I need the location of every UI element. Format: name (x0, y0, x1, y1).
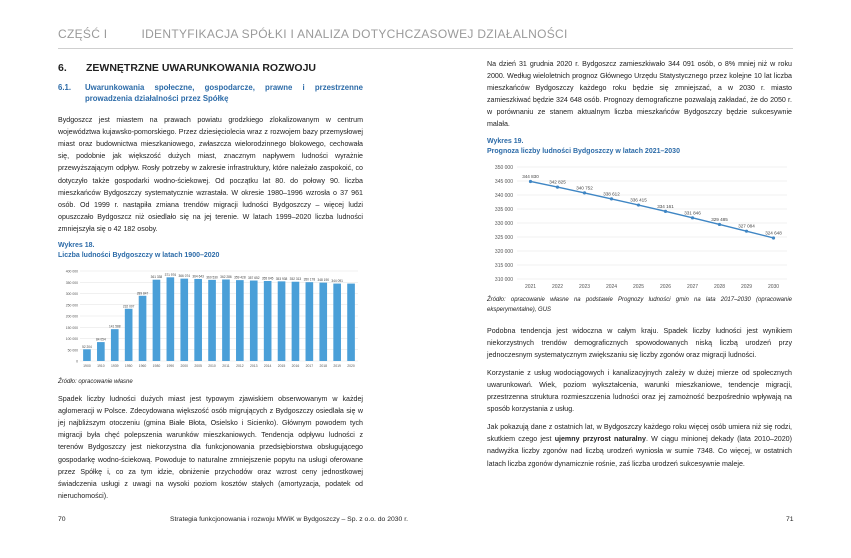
right-page (487, 58, 792, 476)
bar (139, 296, 147, 361)
data-label: 141 588 (108, 324, 121, 329)
y-tick-label: 315 000 (494, 262, 513, 269)
bar (125, 309, 133, 361)
bar (194, 279, 202, 361)
bar (83, 349, 91, 361)
figure-source: Źródło: opracowanie własne na podstawie Prognozy ludności gmin na lata 2017–2030 (opracowanie eksperymentalne), GUS (487, 296, 792, 313)
x-tick-label: 2026 (659, 283, 672, 290)
paragraph: Na dzień 31 grudnia 2020 r. Bydgoszcz zamieszkiwało 344 091 osób, o 8% mniej niż w roku 2000. Według wieloletnich prognoz Głównego Urzędu Statystycznego przez kolejne 10 lat liczba mieszkańców Bydgoszczy każdego roku będzie się zmniejszać, a w 2030 r. miasto zamieszkiwać będzie 324 648 osób. Prognozy demograficzne pozwalają zakładać, że do 2050 r. w porównaniu ze stanem aktualnym liczba mieszkańców Bydgoszczy będzie sukcesywnie malała. (487, 60, 792, 129)
line-chart (487, 161, 792, 291)
data-label: 357 652 (247, 276, 260, 281)
bar (292, 282, 300, 361)
data-label: 329 485 (711, 216, 728, 222)
data-point (529, 179, 532, 182)
data-label: 344 091 (331, 279, 343, 284)
data-label: 350 178 (303, 277, 316, 282)
data-label: 344 830 (522, 173, 539, 179)
y-tick-label: 325 000 (494, 234, 513, 241)
bar (347, 284, 355, 361)
x-tick-label: 2024 (605, 283, 618, 290)
data-point (583, 191, 586, 194)
x-tick-label: 1990 (166, 364, 175, 369)
x-tick-label: 2027 (686, 283, 699, 290)
bar (222, 280, 230, 362)
x-tick-label: 2022 (551, 283, 564, 290)
bar (278, 281, 286, 361)
x-tick-label: 2019 (333, 364, 341, 369)
y-tick-label: 250 000 (65, 303, 78, 308)
paragraph: Spadek liczby ludności dużych miast jest typowym zjawiskiem obserwowanym w każdej aglomeracji w Polsce. Zdecydowana większość osób migrujących z Bydgoszczy osiedlała się w jej najbliższym otoczeniu (gmina Białe Błota, Osielsko i Sicienko). Głównym powodem tych migracji była chęć polepszenia warunków mieszkaniowych. Tendencja odpływu ludności z terenów Bydgoszczy jest niekorzystna dla funkcjonowania przedsiębiorstwa obsługującego gospodarkę wodno-ściekową. Powoduje to naturalne zmniejszenie popytu na usługi oferowane przez Spółkę i, co za tym idzie, obniżenie przychodów oraz wzrost ceny jednostkowej świadczenia usługi z uwagi na wysoki poziom kosztów stałych (amortyzacja, podatek od nieruchomości). (58, 395, 363, 500)
y-tick-label: 150 000 (65, 325, 78, 330)
y-tick-label: 50 000 (67, 348, 78, 353)
bar (333, 284, 341, 361)
bar (153, 280, 161, 361)
page-number-right: 71 (786, 516, 794, 523)
x-tick-label: 1950 (124, 364, 133, 369)
x-tick-label: 2017 (305, 364, 314, 369)
x-tick-label: 2021 (524, 283, 537, 290)
y-tick-label: 335 000 (494, 206, 513, 213)
paragraph (487, 421, 792, 469)
paragraph: Bydgoszcz jest miastem na prawach powiatu grodzkiego zlokalizowanym w centrum województwa kujawsko-pomorskiego. Przez dziesięciolecia wraz z rozwojem bazy przemysłowej miast oraz budownictwa mieszkaniowego, zwłaszcza wielorodzinnego blokowego, cechowała się, podobnie jak większość dużych miast, znacznym napływem ludności wyrażnie przewyższającym odpływ. Rosły potrzeby w zakresie infrastruktury, które należało zaspokoić, co dotyczyło także gospodarki wodno-ściekowej. Od początku lat 80. do połowy 90. liczba mieszkańców Bydgoszczy systematycznie wzrastała. W okresie 1980–1996 wzrosła o 37 961 osób. Od 1999 r. nastąpiła zmiana trendów migracji ludności Bydgoszczy – więcej ludzi opuszczało Bydgoszcz niż osiedlało się na jej terenie. W latach 1999–2020 liczba ludności zmniejszyła się o 42 182 osoby. (58, 116, 363, 233)
figure-title: Liczba ludności Bydgoszczy w latach 1900–2020 (58, 252, 220, 260)
paragraph-text: . W ciągu minionej dekady (lata 2010–2020) nadwyżka liczby zgonów nad liczbą urodzeń wyniosła w sumie 7348. Co więcej, w ostatnich latach liczba zgonów dynamicznie rośnie, zaś liczba urodzeń sukcesywnie maleje. (487, 435, 792, 468)
y-tick-label: 400 000 (65, 269, 78, 274)
header-divider (58, 48, 793, 49)
paragraph-bold: ujemny przyrost naturalny (554, 435, 646, 444)
x-tick-label: 2016 (291, 364, 300, 369)
y-tick-label: 330 000 (494, 220, 513, 227)
data-point (556, 185, 559, 188)
section-title: ZEWNĘTRZNE UWARUNKOWANIA ROZWOJU (86, 62, 317, 74)
subsection-title: Uwarunkowania społeczne, gospodarcze, prawne i przestrzenne prowadzenia działalności przez Spółkę (85, 83, 363, 104)
data-label: 352 313 (289, 277, 302, 282)
figure-title: Prognoza liczby ludności Bydgoszczy w latach 2021–2030 (487, 147, 680, 155)
x-tick-label: 2025 (632, 283, 645, 290)
header-part: CZĘŚĆ I (58, 27, 108, 41)
data-label: 342 825 (549, 179, 566, 185)
y-tick-label: 300 000 (65, 292, 78, 297)
bar (319, 283, 327, 361)
figure-number: Wykres 18. (58, 242, 95, 250)
footer-title: Strategia funkcjonowania i rozwoju MWiK w Bydgoszczy – Sp. z o.o. do 2030 r. (170, 516, 409, 523)
data-label: 340 752 (576, 184, 593, 190)
data-label: 84 054 (95, 337, 106, 342)
subsection-number: 6.1. (58, 83, 72, 93)
data-label: 348 190 (317, 278, 330, 283)
data-label: 324 648 (765, 230, 782, 236)
section-heading (58, 62, 363, 74)
x-tick-label: 2029 (740, 283, 753, 290)
x-tick-label: 2028 (713, 283, 726, 290)
section-number: 6. (58, 62, 67, 74)
subsection-heading (58, 82, 363, 104)
x-tick-label: 2000 (180, 364, 189, 369)
y-tick-label: 320 000 (494, 248, 513, 255)
paragraph-text: Jak pokazują dane z ostatnich lat, w Bydgoszczy każdego roku więcej osób umiera niż się rodzi, skutkiem czego jest (487, 423, 792, 444)
y-tick-label: 310 000 (494, 276, 513, 283)
paragraph: Podobna tendencja jest widoczna w całym kraju. Spadek liczby ludności jest wynikiem niekorzystnych trendów demograficznych spowodowanych niską liczbą urodzeń przy jednoczesnym systematycznym zwiększaniu się liczby zgonów oraz migracji ludności. (487, 326, 792, 359)
data-label: 334 161 (657, 203, 674, 209)
bar (264, 281, 272, 361)
x-tick-label: 2015 (277, 364, 286, 369)
data-label: 359 428 (234, 275, 246, 280)
bar (97, 342, 105, 361)
data-point (637, 203, 640, 206)
x-tick-label: 2023 (578, 283, 591, 290)
bar (167, 277, 175, 361)
x-tick-label: 2014 (263, 364, 272, 369)
data-point (610, 197, 613, 200)
bar (180, 279, 188, 361)
x-tick-label: 1910 (97, 364, 105, 369)
bar (306, 282, 314, 361)
x-tick-label: 2010 (208, 364, 216, 369)
running-header (58, 27, 568, 41)
data-label: 353 938 (275, 276, 288, 281)
data-label: 336 415 (630, 197, 647, 203)
x-tick-label: 2018 (319, 364, 328, 369)
data-point (664, 209, 667, 212)
series-line (531, 181, 774, 238)
data-label: 355 645 (261, 276, 274, 281)
y-tick-label: 350 000 (65, 280, 78, 285)
data-label: 338 612 (603, 190, 620, 196)
bar (236, 280, 244, 361)
page-number-left: 70 (58, 516, 66, 523)
data-label: 331 846 (684, 209, 701, 215)
x-tick-label: 1960 (138, 364, 147, 369)
x-tick-label: 2020 (347, 364, 355, 369)
data-label: 289 847 (136, 291, 149, 296)
x-tick-label: 2005 (194, 364, 202, 369)
bar (208, 280, 216, 361)
x-tick-label: 2030 (767, 283, 780, 290)
figure-source: Źródło: opracowanie własne (58, 379, 133, 386)
data-label: 366 074 (178, 274, 191, 279)
bar-chart (58, 265, 363, 375)
data-point (691, 216, 694, 219)
data-label: 364 643 (192, 274, 204, 279)
bar (111, 329, 119, 361)
data-label: 232 007 (122, 304, 135, 309)
figure-number: Wykres 19. (487, 137, 524, 145)
data-point (718, 222, 721, 225)
data-label: 327 084 (738, 223, 755, 229)
x-tick-label: 1980 (152, 364, 161, 369)
x-tick-label: 1900 (83, 364, 91, 369)
header-title: IDENTYFIKACJA SPÓŁKI I ANALIZA DOTYCHCZASOWEJ DZIAŁALNOŚCI (141, 27, 568, 41)
paragraph: Korzystanie z usług wodociągowych i kanalizacyjnych zależy w dużej mierze od społecznych uwarunkowań. Wiek, poziom wykształcenia, warunki mieszkaniowe, tendencje migracji, przestrzenna struktura rozmieszczenia ludności oraz jej zamożność bezpośrednio wpływają na sposób korzystania z usług. (487, 368, 792, 414)
data-label: 360 530 (206, 275, 218, 280)
data-label: 371 976 (164, 272, 177, 277)
data-label: 361 338 (150, 275, 163, 280)
y-tick-label: 350 000 (494, 164, 513, 171)
data-label: 52 204 (82, 344, 92, 349)
bar (250, 281, 258, 361)
data-point (772, 236, 775, 239)
y-tick-label: 100 000 (65, 337, 78, 342)
y-tick-label: 340 000 (494, 192, 513, 199)
left-page (58, 58, 363, 508)
data-label: 362 286 (220, 275, 232, 280)
x-tick-label: 1939 (110, 364, 119, 369)
x-tick-label: 2012 (236, 364, 244, 369)
x-tick-label: 2013 (249, 364, 258, 369)
x-tick-label: 2011 (222, 364, 230, 369)
y-tick-label: 200 000 (65, 314, 78, 319)
data-point (745, 229, 748, 232)
y-tick-label: 0 (76, 359, 78, 364)
y-tick-label: 345 000 (494, 178, 513, 185)
